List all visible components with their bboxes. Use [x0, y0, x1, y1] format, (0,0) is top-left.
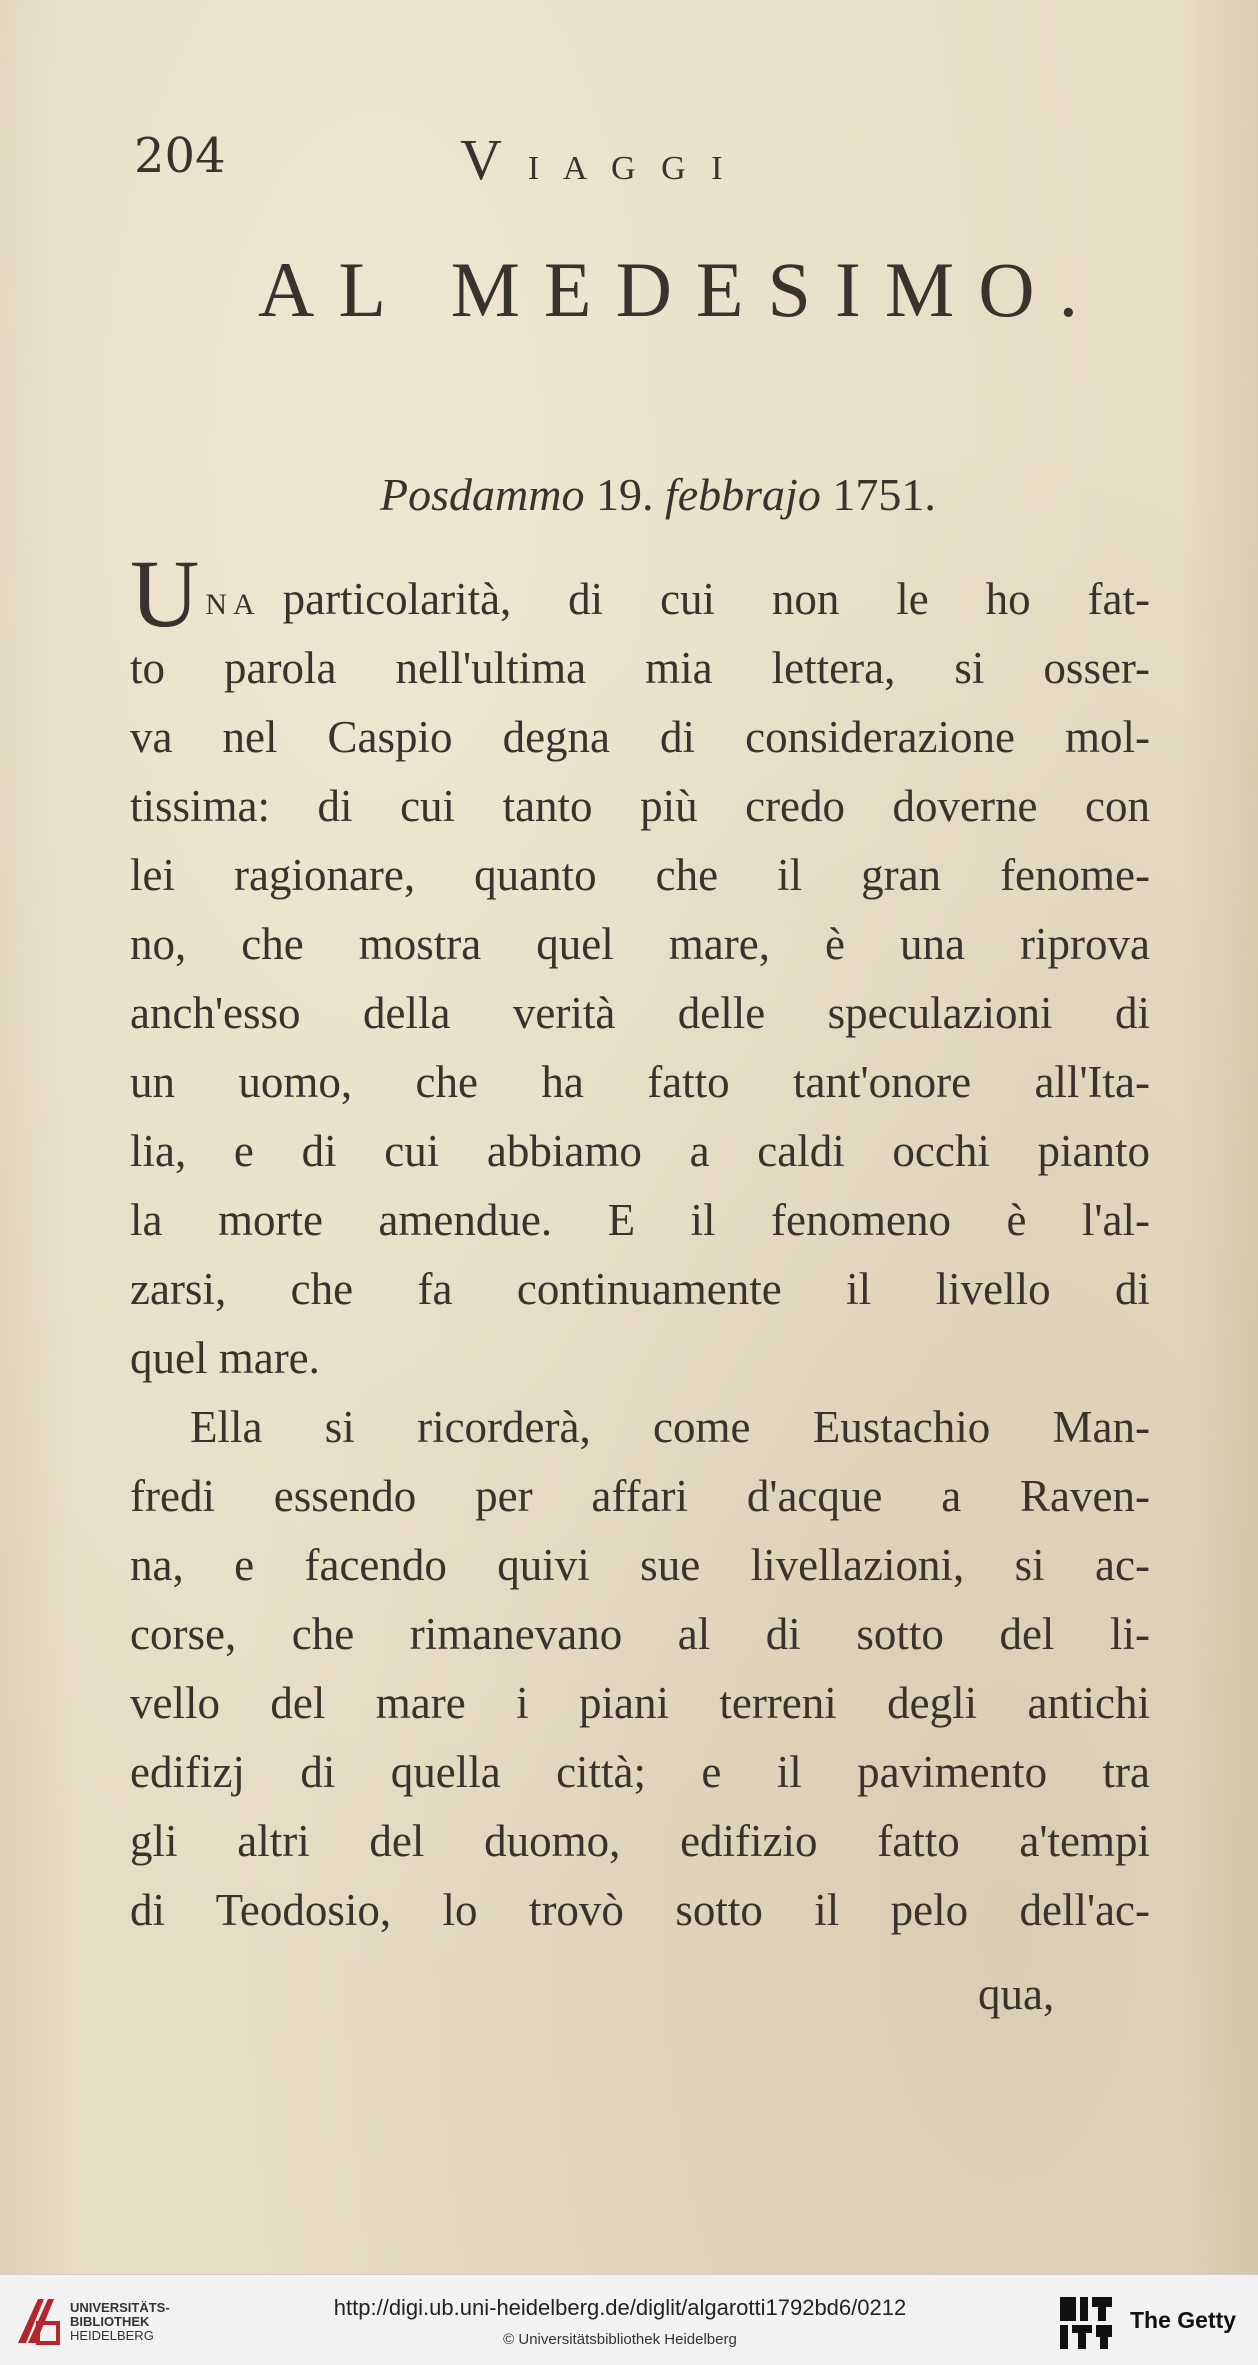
line-text: Ella si ricorderà, come Eustachio Man-	[190, 1402, 1150, 1452]
line-text: gli altri del duomo, edifizio fatto a'tempi	[130, 1816, 1150, 1866]
ub-heidelberg-logo-icon	[14, 2293, 62, 2349]
line-text: quel mare.	[130, 1333, 320, 1383]
library-name-line: UNIVERSITÄTS-	[70, 2300, 170, 2315]
page-number: 204	[134, 128, 226, 184]
viewer-footer	[0, 2274, 1258, 2365]
text-line	[130, 1531, 1150, 1600]
line-text: va nel Caspio degna di considerazione mol-	[130, 712, 1150, 762]
text-line	[130, 1324, 1150, 1393]
drop-capital: U	[130, 540, 200, 647]
line-text: tissima: di cui tanto più credo doverne con	[130, 781, 1150, 831]
text-line	[130, 1876, 1150, 1945]
line-text: corse, che rimanevano al di sotto del li-	[130, 1609, 1150, 1659]
line-text: la morte amendue. E il fenomeno è l'al-	[130, 1195, 1150, 1245]
line-text: particolarità, di cui non le ho fat-	[282, 574, 1150, 624]
text-line	[130, 910, 1150, 979]
text-line	[130, 841, 1150, 910]
line-text: zarsi, che fa continuamente il livello di	[130, 1264, 1150, 1314]
getty-logo-icon	[1058, 2295, 1114, 2351]
text-line	[130, 540, 1150, 647]
line-text: no, che mostra quel mare, è una riprova	[130, 919, 1150, 969]
text-line	[130, 1600, 1150, 1669]
text-line	[130, 1048, 1150, 1117]
text-line	[130, 979, 1150, 1048]
text-line	[130, 1255, 1150, 1324]
library-name	[70, 2301, 170, 2343]
text-line	[130, 1117, 1150, 1186]
running-head	[460, 126, 722, 193]
library-name-line: HEIDELBERG	[70, 2328, 154, 2343]
running-head-initial: V	[460, 127, 502, 192]
line-text: lei ragionare, quanto che il gran fenome-	[130, 850, 1150, 900]
text-line	[130, 1807, 1150, 1876]
library-name-line: BIBLIOTHEK	[70, 2314, 150, 2329]
dateline	[380, 468, 936, 521]
letter-body	[130, 540, 1150, 1945]
line-text: lia, e di cui abbiamo a caldi occhi pianto	[130, 1126, 1150, 1176]
copyright-notice: © Universitätsbibliothek Heidelberg	[503, 2331, 737, 2348]
letter-title: AL MEDESIMO.	[258, 246, 1103, 333]
dropcap-group	[130, 540, 261, 647]
text-line	[130, 1738, 1150, 1807]
dateline-day: 19.	[595, 469, 654, 520]
line-text: anch'esso della verità delle speculazioni di	[130, 988, 1150, 1038]
line-text: fredi essendo per affari d'acque a Raven-	[130, 1471, 1150, 1521]
text-line	[130, 1393, 1150, 1462]
text-line	[130, 1462, 1150, 1531]
line-text: vello del mare i piani terreni degli antichi	[130, 1678, 1150, 1728]
dateline-year: 1751.	[832, 469, 936, 520]
line-text: di Teodosio, lo trovò sotto il pelo dell'ac-	[130, 1885, 1150, 1935]
text-line	[130, 772, 1150, 841]
text-line	[130, 1669, 1150, 1738]
getty-label: The Getty	[1130, 2307, 1237, 2333]
line-text: un uomo, che ha fatto tant'onore all'Ita-	[130, 1057, 1150, 1107]
line-text: na, e facendo quivi sue livellazioni, si ac-	[130, 1540, 1150, 1590]
permalink-url[interactable]: http://digi.ub.uni-heidelberg.de/diglit/algarotti1792bd6/0212	[333, 2295, 907, 2320]
dateline-place: Posdammo	[380, 469, 585, 520]
dropcap-continuation: NA	[205, 588, 261, 621]
catchword: qua,	[978, 1969, 1055, 2019]
text-line	[130, 1186, 1150, 1255]
text-line	[130, 634, 1150, 703]
line-text: to parola nell'ultima mia lettera, si osser-	[130, 643, 1150, 693]
running-head-rest: I A G G I	[527, 150, 723, 187]
text-line	[130, 703, 1150, 772]
line-text: edifizj di quella città; e il pavimento tra	[130, 1747, 1150, 1797]
dateline-month: febbrajo	[664, 469, 821, 520]
